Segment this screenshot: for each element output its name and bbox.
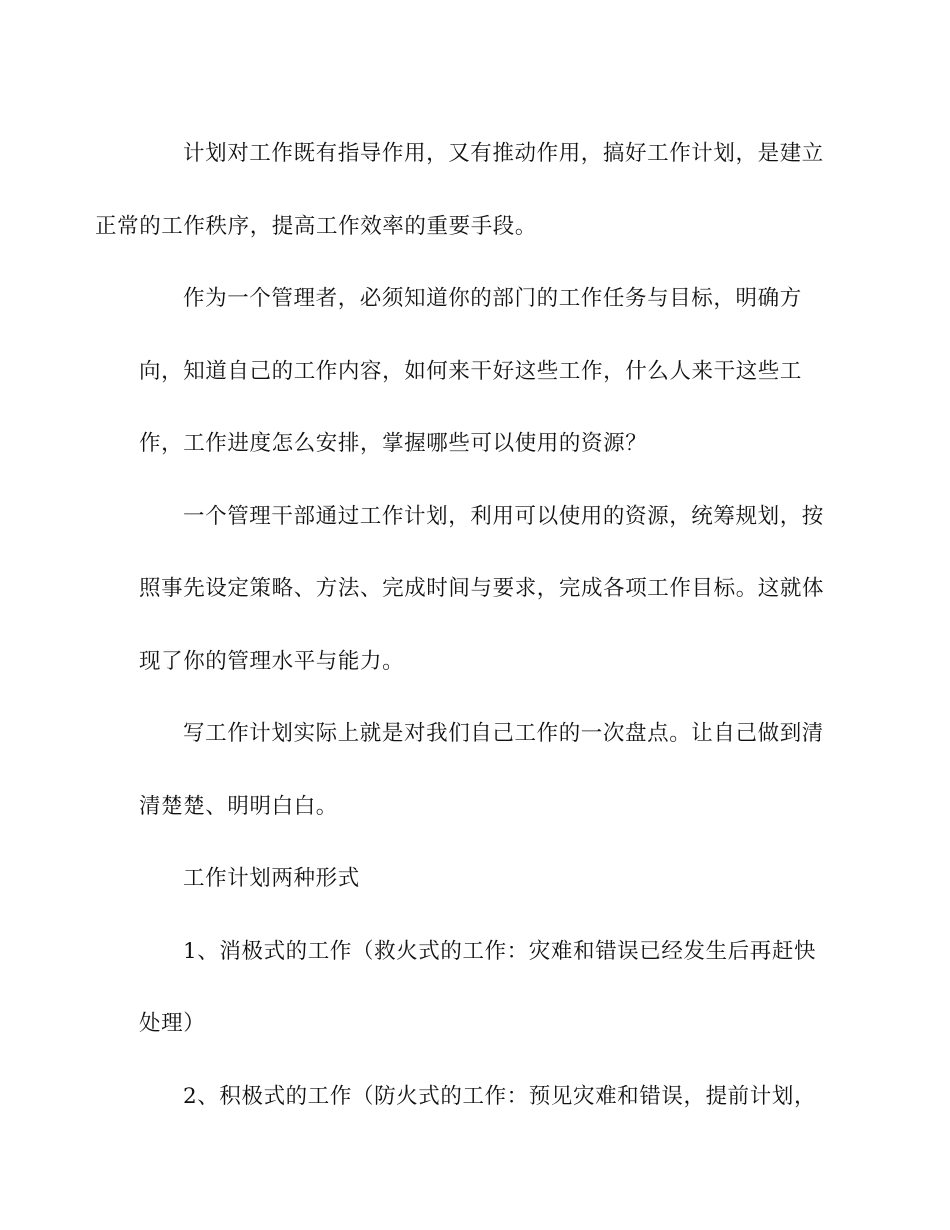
text-line: 作，工作进度怎么安排，掌握哪些可以使用的资源？ (139, 431, 648, 456)
text-line: 1、消极式的工作（救火式的工作：灾难和错误已经发生后再赶快 (183, 938, 817, 964)
text-line: 作为一个管理者，必须知道你的部门的工作任务与目标，明确方 (183, 286, 802, 311)
list-item-2 (139, 1061, 815, 1134)
document-body (95, 118, 825, 1133)
text-line: 清楚楚、明明白白。 (139, 793, 338, 819)
text-line: 写工作计划实际上就是对我们自己工作的一次盘点。让自己做到清 (183, 721, 824, 746)
text-line: 处理） (139, 1011, 206, 1036)
text-line: 计划对工作既有指导作用，又有推动作用，搞好工作计划，是建立 (183, 141, 824, 166)
paragraph-3 (139, 481, 825, 699)
paragraph-1 (95, 118, 824, 263)
text-line: 正常的工作秩序，提高工作效率的重要手段。 (95, 213, 538, 239)
text-line: 一个管理干部通过工作计划，利用可以使用的资源，统筹规划，按 (183, 503, 824, 529)
paragraph-4 (139, 698, 824, 843)
text-line: 2、积极式的工作（防火式的工作：预见灾难和错误，提前计划， (183, 1083, 817, 1109)
paragraph-2 (139, 263, 815, 481)
text-line: 向，知道自己的工作内容，如何来干好这些工作，什么人来干这些工 (139, 358, 803, 384)
text-line: 工作计划两种形式 (183, 866, 360, 891)
section-heading (139, 843, 815, 916)
list-item-1 (139, 916, 815, 1061)
text-line: 照事先设定策略、方法、完成时间与要求，完成各项工作目标。这就体 (139, 576, 825, 601)
text-line: 现了你的管理水平与能力。 (139, 648, 405, 674)
